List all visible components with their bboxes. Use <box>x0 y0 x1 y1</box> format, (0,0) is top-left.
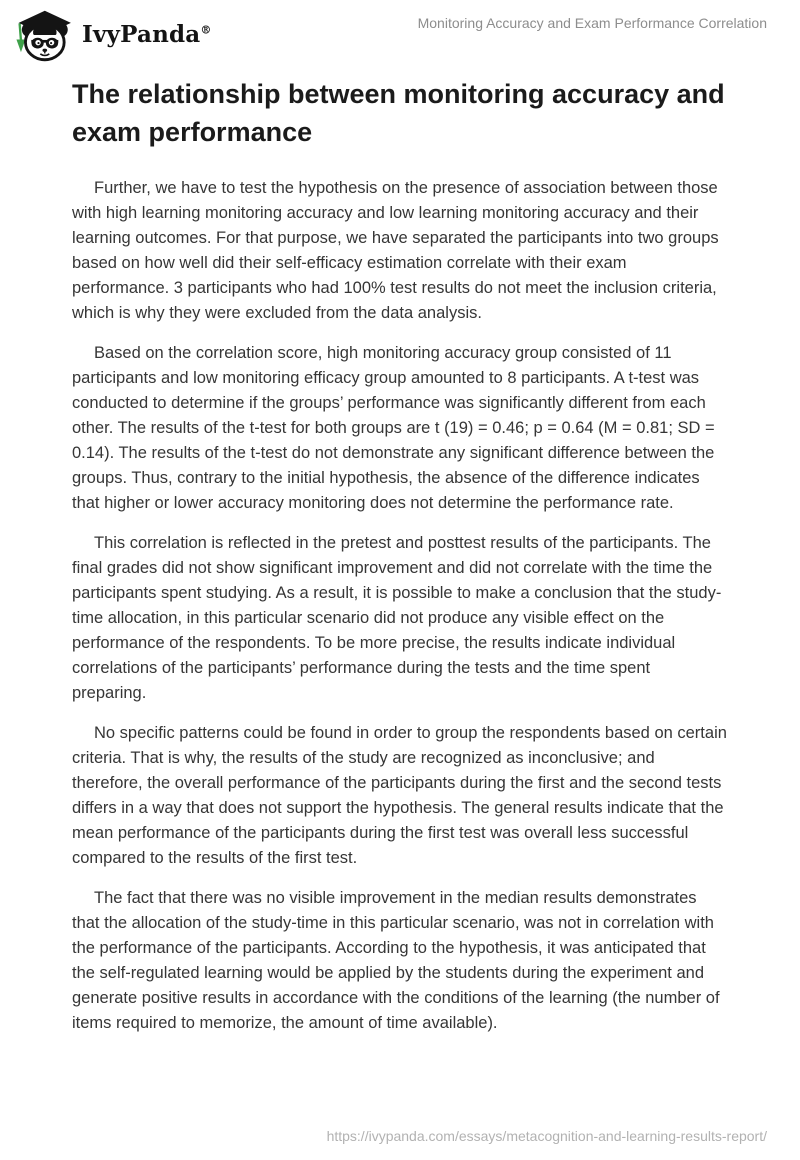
panda-graduation-cap-icon <box>13 8 73 62</box>
brand-name: IvyPanda <box>82 21 201 48</box>
brand-wordmark <box>82 8 212 62</box>
article <box>72 75 728 1036</box>
registered-trademark: ® <box>200 23 212 37</box>
article-paragraph: Based on the correlation score, high monitoring accuracy group consisted of 11 participants and low monitoring efficacy group amounted to 8 participants. A t-test was conducted to determine if the groups’ performance was significantly different from each other. The results of the t-test for both groups are t (19) = 0.46; p = 0.64 (M = 0.81; SD = 0.14). The results of the t-test do not demonstrate any significant difference between the groups. Thus, contrary to the initial hypothesis, the absence of the difference indicates that higher or lower accuracy monitoring does not determine the performance rate. <box>72 344 715 512</box>
article-paragraph: This correlation is reflected in the pretest and posttest results of the participants. The final grades did not show significant improvement and did not correlate with the time the participants spent studying. As a result, it is possible to make a conclusion that the study-time allocation, in this particular scenario did not produce any visible effect on the performance of the respondents. To be more precise, the results indicate individual correlations of the participants’ performance during the tests and the time spent preparing. <box>72 534 722 702</box>
article-body <box>72 176 728 1036</box>
page-footer <box>327 1128 767 1144</box>
document-title-header: Monitoring Accuracy and Exam Performance Correlation <box>417 15 767 31</box>
article-paragraph: The fact that there was no visible improvement in the median results demonstrates that the allocation of the study-time in this particular scenario, was not in correlation with the performance of the participants. According to the hypothesis, it was anticipated that the self-regulated learning would be applied by the students during the experiment and generate positive results in accordance with the conditions of the learning (the number of items required to memorize, the amount of time available). <box>72 889 720 1032</box>
article-paragraph: Further, we have to test the hypothesis on the presence of association between those with high learning monitoring accuracy and low learning monitoring accuracy and their learning outcomes. For that purpose, we have separated the participants into two groups based on how well did their self-efficacy estimation correlate with their exam performance. 3 participants who had 100% test results do not meet the inclusion criteria, which is why they were excluded from the data analysis. <box>72 179 719 322</box>
article-title: The relationship between monitoring accuracy and exam performance <box>72 79 725 147</box>
article-paragraph: No specific patterns could be found in order to group the respondents based on certain criteria. That is why, the results of the study are recognized as inconclusive; and therefore, the overall performance of the participants during the first and the second tests differs in a way that does not support the hypothesis. The general results indicate that the mean performance of the participants during the first test was overall less successful compared to the results of the first test. <box>72 724 727 867</box>
source-url: https://ivypanda.com/essays/metacognition-and-learning-results-report/ <box>326 1128 767 1144</box>
page-header <box>0 0 800 62</box>
brand <box>13 8 212 62</box>
